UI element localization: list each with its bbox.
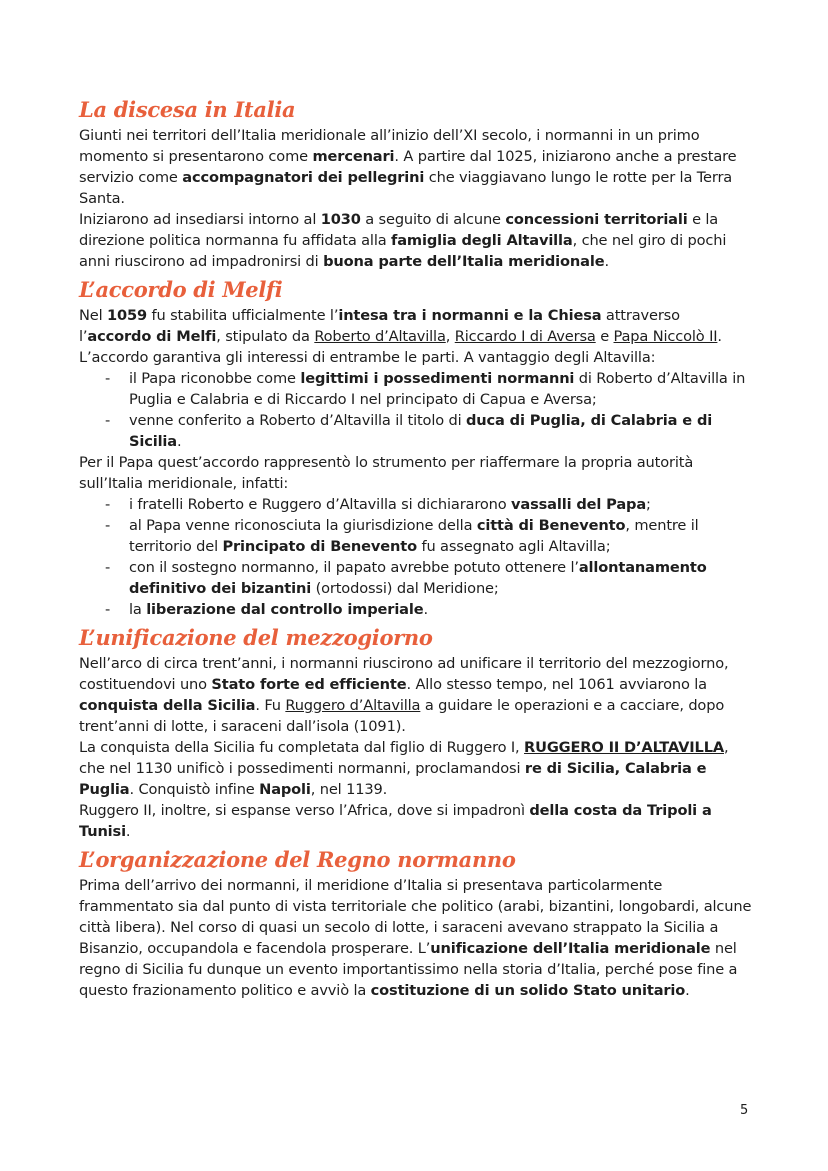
list-item: - i fratelli Roberto e Ruggero d’Altavilla si dichiararono vassalli del Papa;: [105, 494, 755, 515]
paragraph: Iniziarono ad insediarsi intorno al 1030 a seguito di alcune concessioni territoriali e la direzione politica normanna fu affidata alla famiglia degli Altavilla, che nel giro di pochi anni riuscirono ad impadronirsi di buona parte dell’Italia meridionale.: [79, 211, 727, 270]
page-number: 5: [740, 1103, 749, 1118]
paragraph: Prima dell’arrivo dei normanni, il meridione d’Italia si presentava particolarmente frammentato sia dal punto di vista territoriale che politico (arabi, bizantini, longobardi, alcune città libera). Nel corso di quasi un secolo di lotte, i saraceni avevano strappato la Sicilia a Bisanzio, occupandola e facendola prosperare. L’unificazione dell’Italia meridionale nel regno di Sicilia fu dunque un evento importantissimo nella storia d’Italia, perché pose fine a questo frazionamento politico e avviò la costituzione di un solido Stato unitario.: [79, 877, 752, 999]
paragraph: La conquista della Sicilia fu completata dal figlio di Ruggero I, RUGGERO II D’ALTAVILLA, che nel 1130 unificò i possedimenti normanni, proclamandosi re di Sicilia, Calabria e Puglia. Conquistò infine Napoli, nel 1139.: [79, 739, 729, 798]
paragraph: Giunti nei territori dell’Italia meridionale all’inizio dell’XI secolo, i normanni in un primo momento si presentarono come mercenari. A partire dal 1025, iniziarono anche a prestare servizio come accompagnatori dei pellegrini che viaggiavano lungo le rotte per la Terra Santa.: [79, 127, 737, 207]
section-discesa: [79, 96, 755, 272]
section-title: L’accordo di Melfi: [79, 277, 283, 302]
list-item: - con il sostegno normanno, il papato avrebbe potuto ottenere l’allontanamento definitivo dei bizantini (ortodossi) dal Meridione;: [105, 557, 755, 599]
list-item: - al Papa venne riconosciuta la giurisdizione della città di Benevento, mentre il territorio del Principato di Benevento fu assegnato agli Altavilla;: [105, 515, 755, 557]
paragraph: Per il Papa quest’accordo rappresentò lo strumento per riaffermare la propria autorità sull’Italia meridionale, infatti:: [79, 454, 694, 492]
list-item: - il Papa riconobbe come legittimi i possedimenti normanni di Roberto d’Altavilla in Puglia e Calabria e di Riccardo I nel principato di Capua e Aversa;: [105, 368, 755, 410]
paragraph: Nell’arco di circa trent’anni, i normanni riuscirono ad unificare il territorio del mezzogiorno, costituendovi uno Stato forte ed efficiente. Allo stesso tempo, nel 1061 avviarono la conquista della Sicilia. Fu Ruggero d’Altavilla a guidare le operazioni e a cacciare, dopo trent’anni di lotte, i saraceni dall’isola (1091).: [79, 655, 729, 735]
section-title: L’organizzazione del Regno normanno: [79, 847, 516, 872]
paragraph: Nel 1059 fu stabilita ufficialmente l’intesa tra i normanni e la Chiesa attraverso l’accordo di Melfi, stipulato da Roberto d’Altavilla, Riccardo I di Aversa e Papa Niccolò II. L’accordo garantiva gli interessi di entrambe le parti. A vantaggio degli Altavilla:: [79, 307, 722, 366]
section-title: La discesa in Italia: [79, 97, 296, 122]
bullet-list: [79, 494, 755, 620]
section-melfi: [79, 276, 755, 620]
list-item: - venne conferito a Roberto d’Altavilla il titolo di duca di Puglia, di Calabria e di Sicilia.: [105, 410, 755, 452]
paragraph: Ruggero II, inoltre, si espanse verso l’Africa, dove si impadronì della costa da Tripoli a Tunisi.: [79, 802, 712, 840]
document-page: [79, 96, 755, 1005]
section-title: L’unificazione del mezzogiorno: [79, 625, 433, 650]
section-unificazione: [79, 624, 755, 842]
section-organizzazione: [79, 846, 755, 1001]
list-item: - la liberazione dal controllo imperiale.: [105, 599, 755, 620]
bullet-list: [79, 368, 755, 452]
